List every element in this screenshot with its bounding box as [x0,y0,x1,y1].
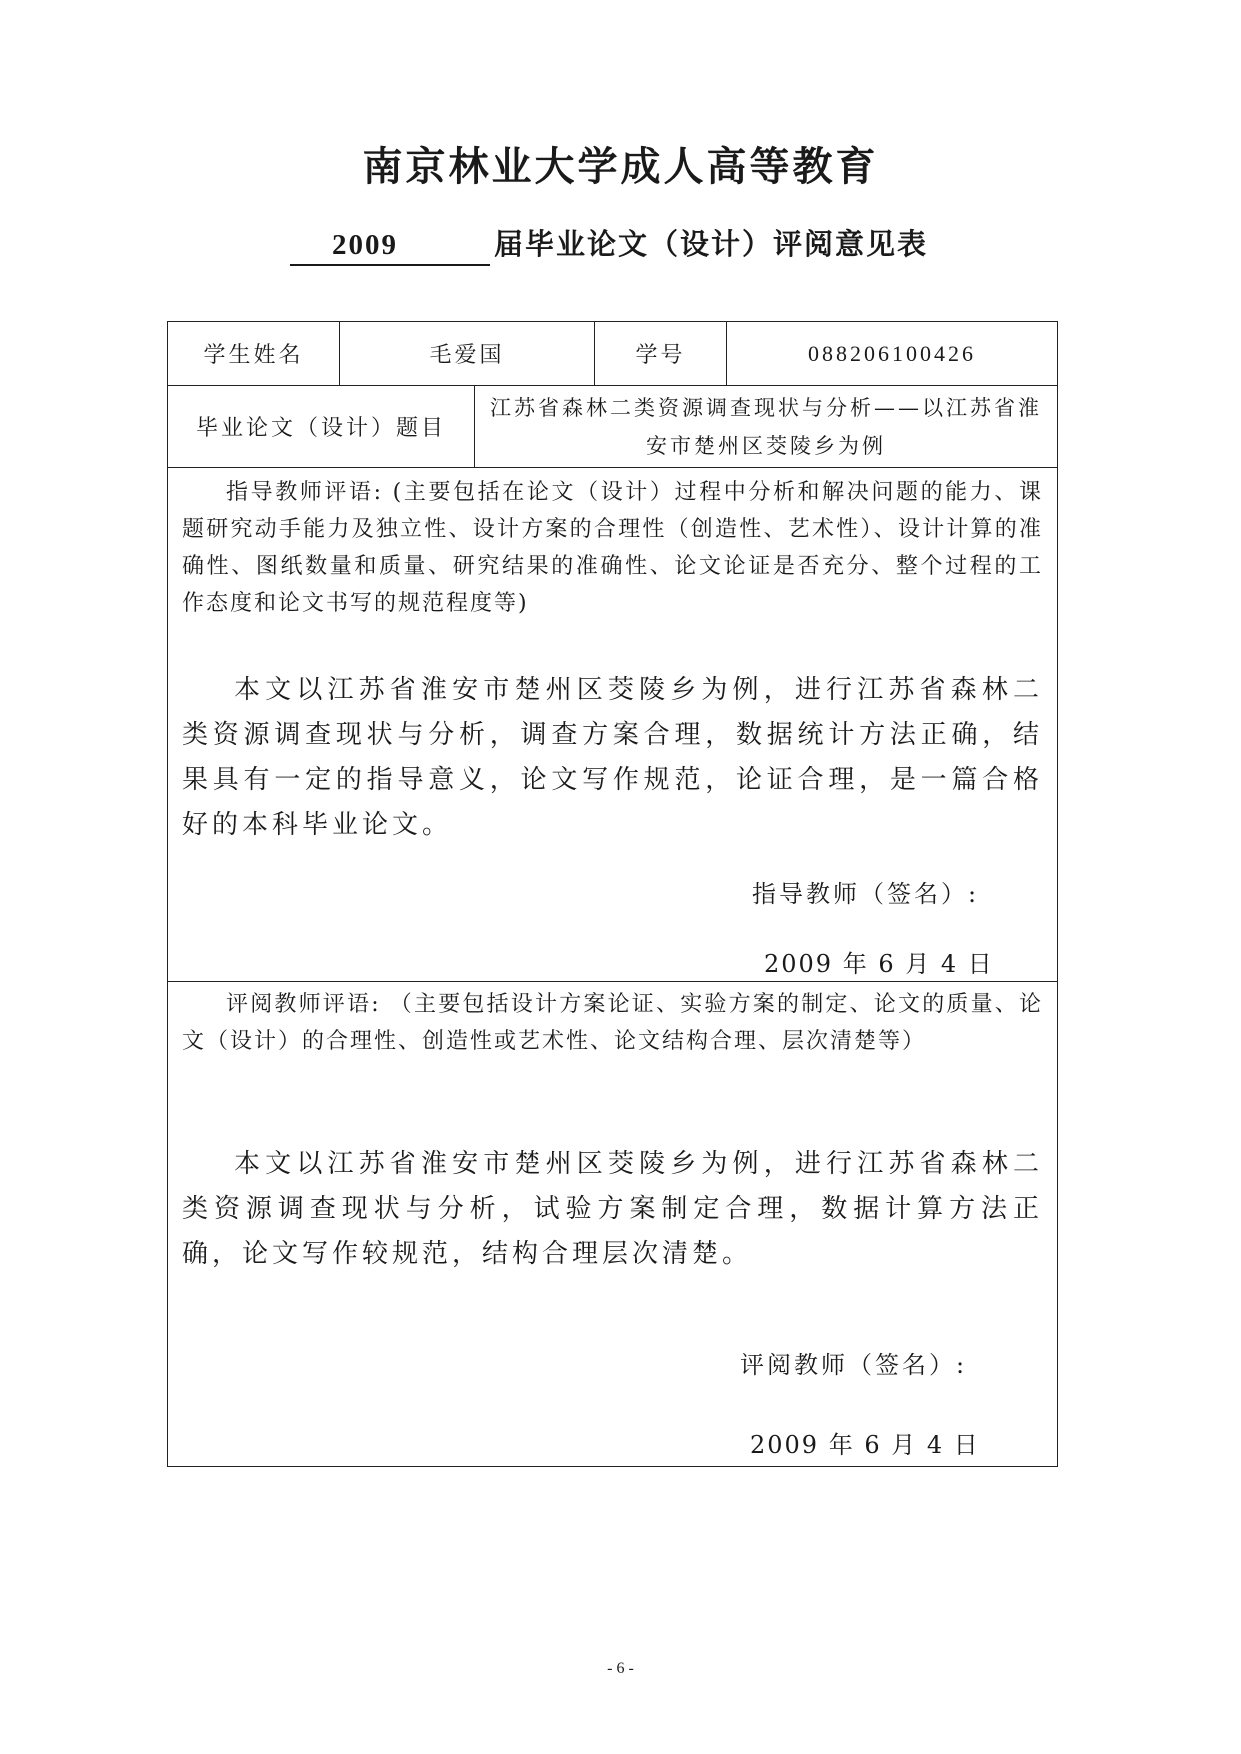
thesis-topic-value: 江苏省森林二类资源调查现状与分析——以江苏省淮安市楚州区茭陵乡为例 [475,386,1058,468]
reviewer-instruction: 评阅教师评语: （主要包括设计方案论证、实验方案的制定、论文的质量、论文（设计）的合理性、创造性或艺术性、论文结构合理、层次清楚等） [182,992,1044,1054]
reviewer-signature-label: 评阅教师（签名）: [740,1351,968,1379]
thesis-topic-row [168,386,1058,468]
student-name-label: 学生姓名 [168,322,340,386]
advisor-comment: 本文以江苏省淮安市楚州区茭陵乡为例，进行江苏省森林二类资源调查现状与分析，调查方案合理，数据统计方法正确，结果具有一定的指导意义，论文写作规范，论证合理，是一篇合格好的本科毕业论文。 [182,675,1044,840]
form-subtitle [290,222,928,266]
review-form-table [167,321,1058,1467]
reviewer-comment-row [168,982,1058,1467]
student-info-row [168,322,1058,386]
advisor-comment-row [168,468,1058,982]
advisor-instruction: 指导教师评语: (主要包括在论文（设计）过程中分析和解决问题的能力、课题研究动手能力及独立性、设计方案的合理性（创造性、艺术性）、设计计算的准确性、图纸数量和质量、研究结果的准确性、论文论证是否充分、整个过程的工作态度和论文书写的规范程度等) [182,480,1044,616]
reviewer-comment-cell [168,982,1058,1467]
document-title: 南京林业大学成人高等教育 [362,143,879,190]
student-id-value: 088206100426 [727,322,1058,386]
graduation-year: 2009 [290,229,490,266]
advisor-signature-label: 指导教师（签名）: [752,880,980,908]
thesis-topic-label: 毕业论文（设计）题目 [168,386,475,468]
reviewer-sign-date: 2009 年 6 月 4 日 [750,1431,980,1459]
student-id-label: 学号 [595,322,727,386]
student-name-value: 毛爱国 [340,322,595,386]
advisor-sign-date: 2009 年 6 月 4 日 [764,950,994,978]
reviewer-comment: 本文以江苏省淮安市楚州区茭陵乡为例，进行江苏省森林二类资源调查现状与分析，试验方案制定合理，数据计算方法正确，论文写作较规范，结构合理层次清楚。 [182,1149,1044,1269]
form-name: 届毕业论文（设计）评阅意见表 [494,227,929,261]
advisor-comment-cell [168,468,1058,982]
page-number: - 6 - [607,1660,634,1677]
